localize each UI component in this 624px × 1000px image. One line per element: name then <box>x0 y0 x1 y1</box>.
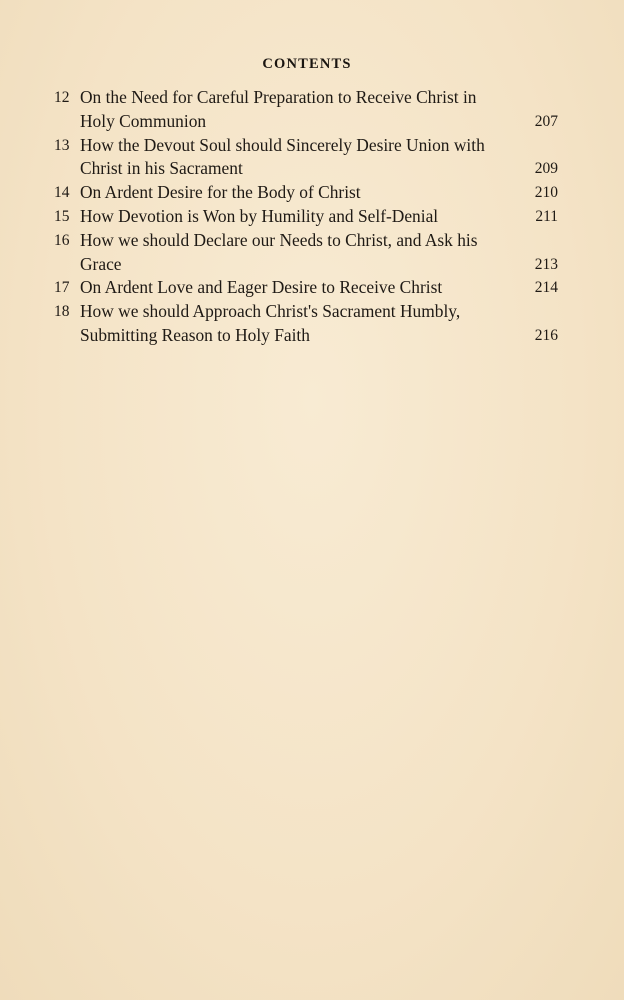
chapter-title: How Devotion is Won by Humility and Self-Denial <box>80 205 439 226</box>
toc-entry-12 <box>54 86 558 134</box>
chapter-number: 16 <box>54 231 70 249</box>
chapter-title-line-1: On the Need for Careful Preparation to Receive Christ in <box>80 87 477 107</box>
chapter-title <box>80 86 510 134</box>
chapter-title-line-2: Grace <box>80 253 122 274</box>
contents-heading: CONTENTS <box>262 56 352 72</box>
page-number: 207 <box>534 112 558 130</box>
chapter-title <box>80 229 510 277</box>
chapter-title <box>80 134 510 182</box>
chapter-title-line-1: How the Devout Soul should Sincerely Desire Union with <box>80 134 485 155</box>
page-number: 209 <box>534 160 558 178</box>
page-number: 213 <box>534 255 558 273</box>
page-number: 216 <box>534 326 558 344</box>
chapter-title-line-1: How we should Approach Christ's Sacrament Humbly, <box>80 301 461 322</box>
chapter-number: 17 <box>54 279 70 297</box>
page-number: 211 <box>535 207 558 225</box>
page-number: 214 <box>534 279 558 297</box>
chapter-number: 14 <box>54 184 70 202</box>
chapter-title-line-1: How we should Declare our Needs to Christ, and Ask his <box>80 229 478 250</box>
toc-entry-13 <box>54 134 558 182</box>
chapter-title-line-2: Christ in his Sacrament <box>80 158 243 179</box>
chapter-title: On Ardent Desire for the Body of Christ <box>80 182 361 203</box>
table-of-contents <box>54 86 558 348</box>
toc-entry-18 <box>54 300 558 348</box>
chapter-title-line-2: Submitting Reason to Holy Faith <box>80 324 310 345</box>
chapter-number: 15 <box>54 207 70 225</box>
toc-entry-16 <box>54 229 558 277</box>
toc-entry-14 <box>54 181 558 205</box>
page-number: 210 <box>534 184 558 202</box>
toc-entry-15 <box>54 205 558 229</box>
chapter-title: On Ardent Love and Eager Desire to Receive Christ <box>80 277 443 298</box>
chapter-number: 12 <box>54 89 70 106</box>
chapter-title <box>80 300 510 348</box>
chapter-number: 18 <box>54 303 70 321</box>
chapter-title-line-2: Holy Communion <box>80 110 207 131</box>
chapter-number: 13 <box>54 136 70 154</box>
toc-entry-17 <box>54 276 558 300</box>
